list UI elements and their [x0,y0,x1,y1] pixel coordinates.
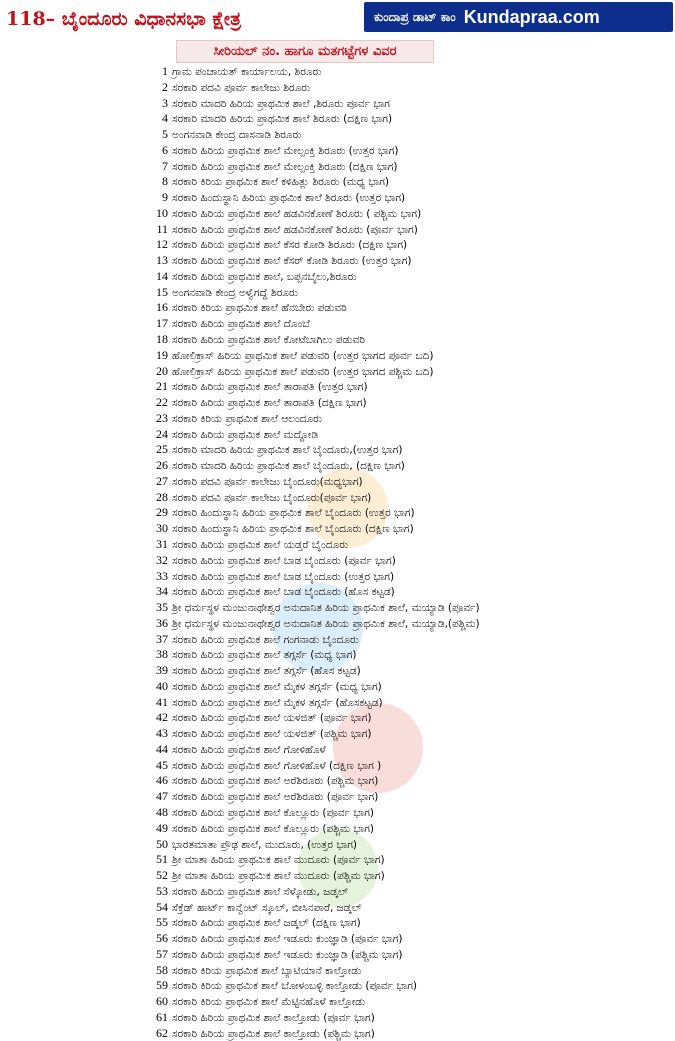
serial-number: 58 [156,962,168,977]
serial-number: 8 [162,174,168,189]
serial-number: 11 [156,221,168,236]
polling-station-name: ಸರಕಾರಿ ಕಿರಿಯ ಪ್ರಾಥಮಿಕ ಶಾಲೆ ಬೋಳಂಬಳ್ಳಿ ಕಾಲ್ತೋಡು (ಪೂರ್ವ ಭಾಗ) [172,980,417,993]
serial-number: 5 [162,127,168,142]
serial-number: 34 [156,584,168,599]
serial-number: 54 [156,899,168,914]
header [0,0,675,36]
list-item [148,427,668,443]
polling-station-list [148,64,668,1041]
polling-station-name: ಸರಕಾರಿ ಹಿರಿಯ ಪ್ರಾಥಮಿಕ ಶಾಲೆ ಇಡೂರು ಕುಂಜ್ಞಾಡಿ (ಪೂರ್ವ ಭಾಗ) [172,933,403,946]
polling-station-name: ಸರಕಾರಿ ಹಿರಿಯ ಪ್ರಾಥಮಿಕ ಶಾಲೆ ಸೆಳ್ಕೋಡು, ಜಡ್ಕಲ್ [172,885,349,898]
serial-number: 47 [156,789,168,804]
polling-station-name: ಸರಕಾರಿ ಹಿರಿಯ ಪ್ರಾಥಮಿಕ ಶಾಲೆ ಬಾಡ ಬೈಂದೂರು (ಉತ್ತರ ಭಾಗ) [172,570,395,583]
serial-number: 7 [162,158,168,173]
polling-station-name: ಸರಕಾರಿ ಕಿರಿಯ ಪ್ರಾಥಮಿಕ ಶಾಲೆ ಆಲಂದೂರು [172,412,323,425]
serial-number: 6 [162,142,168,157]
list-item [148,805,668,821]
list-item [148,159,668,175]
polling-station-name: ಸರಕಾರಿ ಹಿರಿಯ ಪ್ರಾಥಮಿಕ ಶಾಲೆ ಮೇಲ್ಪಂಕ್ತಿ ಶಿರೂರು (ಉತ್ತರ ಭಾಗ) [172,144,399,157]
list-item [148,364,668,380]
serial-number: 60 [156,994,168,1009]
serial-number: 59 [156,978,168,993]
list-item [148,253,668,269]
list-item [148,837,668,853]
list-item [148,96,668,112]
list-item [148,80,668,96]
polling-station-name: ಸರಕಾರಿ ಹಿರಿಯ ಪ್ರಾಥಮಿಕ ಶಾಲೆ ಗಂಗನಾಡು ಬೈಂದೂರು [172,633,359,646]
list-item [148,143,668,159]
list-item [148,64,668,80]
list-item [148,521,668,537]
serial-number: 17 [156,316,168,331]
polling-station-name: ಸರಕಾರಿ ಮಾದರಿ ಹಿರಿಯ ಪ್ರಾಥಮಿಕ ಶಾಲೆ ಶಿರೂರು (ದಕ್ಷಿಣ ಭಾಗ) [172,113,393,126]
list-item [148,900,668,916]
polling-station-name: ಸರಕಾರಿ ಹಿರಿಯ ಪ್ರಾಥಮಿಕ ಶಾಲೆ ತಗ್ಗರ್ಸೆ (ಮಧ್ಯ ಭಾಗ) [172,649,357,662]
polling-station-name: ಅಂಗನವಾಡಿ ಕೇಂದ್ರ ಅಳ್ವೆಗದ್ದೆ ಶಿರೂರು [172,286,298,299]
list-item [148,237,668,253]
serial-number: 20 [156,363,168,378]
polling-station-name: ಹೋಲಿಕ್ರಾಸ್ ಹಿರಿಯ ಪ್ರಾಥಮಿಕ ಶಾಲೆ ಪಡುವರಿ (ಉತ್ತರ ಭಾಗದ ಪೂರ್ವ ಬದಿ) [172,349,434,362]
polling-station-name: ಸರಕಾರಿ ಹಿರಿಯ ಪ್ರಾಥಮಿಕ ಶಾಲೆ, ಬಪ್ಪನಬೈಲು,ಶಿರೂರು [172,270,357,283]
list-item [148,490,668,506]
list-item [148,947,668,963]
polling-station-name: ಸರಕಾರಿ ಮಾದರಿ ಹಿರಿಯ ಪ್ರಾಥಮಿಕ ಶಾಲೆ ಬೈಂದೂರು,(ಉತ್ತರ ಭಾಗ) [172,444,403,457]
brand-kannada-text: ಕುಂದಾಪ್ರ ಡಾಟ್ ಕಾಂ [374,9,456,24]
list-item [148,632,668,648]
polling-station-name: ಸರಕಾರಿ ಹಿರಿಯ ಪ್ರಾಥಮಿಕ ಶಾಲೆ ಜಡ್ಕಲ್ (ದಕ್ಷಿಣ ಭಾಗ) [172,917,361,930]
list-item [148,963,668,979]
serial-number: 40 [156,678,168,693]
polling-station-name: ಸರಕಾರಿ ಹಿರಿಯ ಪ್ರಾಥಮಿಕ ಶಾಲೆ ಅರೆಶಿರೂರು (ಪಶ್ಚಿಮ ಭಾಗ) [172,775,379,788]
list-item [148,1010,668,1026]
serial-number: 49 [156,820,168,835]
list-item [148,190,668,206]
list-item [148,111,668,127]
serial-number: 33 [156,568,168,583]
list-item [148,773,668,789]
polling-station-name: ಸರಕಾರಿ ಹಿಂದುಸ್ಥಾನಿ ಹಿರಿಯ ಪ್ರಾಥಮಿಕ ಶಾಲೆ ಶಿರೂರು (ಉತ್ತರ ಭಾಗ) [172,192,406,205]
list-item [148,269,668,285]
polling-station-name: ಸರಕಾರಿ ಮಾದರಿ ಹಿರಿಯ ಪ್ರಾಥಮಿಕ ಶಾಲೆ ಬೈಂದೂರು, (ದಕ್ಷಿಣ ಭಾಗ) [172,460,405,473]
serial-number: 15 [156,284,168,299]
serial-number: 52 [156,868,168,883]
list-item [148,316,668,332]
list-item [148,931,668,947]
serial-number: 24 [156,426,168,441]
polling-station-name: ಸರಕಾರಿ ಕಿರಿಯ ಪ್ರಾಥಮಿಕ ಶಾಲೆ ಮೆಟ್ಟಿನಹೊಳೆ ಕಾಲ್ತೋಡು [172,996,366,1009]
list-item [148,647,668,663]
list-item [148,978,668,994]
serial-number: 26 [156,458,168,473]
polling-station-name: ಸರಕಾರಿ ಹಿರಿಯ ಪ್ರಾಥಮಿಕ ಶಾಲೆ ಕೊಲ್ಲೂರು (ಪಶ್ಚಿಮ ಭಾಗ) [172,822,375,835]
serial-number: 18 [156,332,168,347]
list-item [148,222,668,238]
list-item [148,1026,668,1041]
list-item [148,852,668,868]
list-item [148,868,668,884]
brand-english-text: Kundapraa.com [463,6,600,27]
list-item [148,616,668,632]
list-item [148,695,668,711]
serial-number: 44 [156,741,168,756]
serial-number: 53 [156,883,168,898]
serial-number: 13 [156,253,168,268]
serial-number: 4 [162,111,168,126]
list-item [148,332,668,348]
polling-station-name: ಸರಕಾರಿ ಹಿರಿಯ ಪ್ರಾಥಮಿಕ ಶಾಲೆ ಯಳಜಿತ್ (ಪಶ್ಚಿಮ ಭಾಗ) [172,728,372,741]
serial-number: 21 [156,379,168,394]
serial-number: 51 [156,852,168,867]
list-item [148,300,668,316]
serial-number: 48 [156,804,168,819]
serial-number: 57 [156,946,168,961]
polling-station-name: ಸರಕಾರಿ ಹಿರಿಯ ಪ್ರಾಥಮಿಕ ಶಾಲೆ ಕಾಲ್ತೋಡು (ಪಶ್ಚಿಮ ಭಾಗ) [172,1027,375,1040]
polling-station-name: ಸರಕಾರಿ ಹಿರಿಯ ಪ್ರಾಥಮಿಕ ಶಾಲೆ ತಾರಾಪತಿ (ಉತ್ತರ ಭಾಗ) [172,381,368,394]
polling-station-name: ಸರಕಾರಿ ಹಿಂದುಸ್ಥಾನಿ ಹಿರಿಯ ಪ್ರಾಥಮಿಕ ಶಾಲೆ ಬೈಂದೂರು (ದಕ್ಷಿಣ ಭಾಗ) [172,523,414,536]
serial-number: 31 [156,536,168,551]
polling-station-name: ಸರಕಾರಿ ಹಿಂದುಸ್ಥಾನಿ ಹಿರಿಯ ಪ್ರಾಥಮಿಕ ಶಾಲೆ ಬೈಂದೂರು (ಉತ್ತರ ಭಾಗ) [172,507,415,520]
serial-number: 39 [156,663,168,678]
list-item [148,710,668,726]
serial-number: 38 [156,647,168,662]
polling-station-name: ಅಂಗನವಾಡಿ ಕೇಂದ್ರ ದಾಸನಾಡಿ ಶಿರೂರು [172,129,302,142]
list-item [148,821,668,837]
serial-number: 56 [156,931,168,946]
polling-station-name: ಸರಕಾರಿ ಕಿರಿಯ ಪ್ರಾಥಮಿಕ ಶಾಲೆ ಕಳಿಹಿತ್ಲು ಶಿರೂರು (ಮಧ್ಯ ಭಾಗ) [172,176,389,189]
serial-number: 62 [156,1025,168,1040]
serial-number: 3 [162,95,168,110]
serial-number: 22 [156,395,168,410]
list-item [148,742,668,758]
polling-station-name: ಸರಕಾರಿ ಪದವಿ ಪೂರ್ವ ಕಾಲೇಜು ಶಿರೂರು [172,81,311,94]
polling-station-name: ಸರಕಾರಿ ಹಿರಿಯ ಪ್ರಾಥಮಿಕ ಶಾಲೆ ತಾರಾಪತಿ (ದಕ್ಷಿಣ ಭಾಗ) [172,397,367,410]
polling-station-name: ಗ್ರಾಮ ಪಂಚಾಯತ್ ಕಾರ್ಯಾಲಯ, ಶಿರೂರು [172,66,322,78]
polling-station-name: ಶ್ರೀ ಮಾತಾ ಹಿರಿಯ ಪ್ರಾಥಮಿಕ ಶಾಲೆ ಮುದೂರು (ಪೂರ್ವ ಭಾಗ) [172,854,385,867]
serial-number: 1 [162,64,168,78]
polling-station-name: ಸರಕಾರಿ ಹಿರಿಯ ಪ್ರಾಥಮಿಕ ಶಾಲೆ ದೊಂಬೆ [172,318,310,331]
polling-station-name: ಭಾರತಮಾತಾ ಪ್ರೌಢ ಶಾಲೆ, ಮುದೂರು, (ಉತ್ತರ ಭಾಗ) [172,838,357,851]
serial-number: 42 [156,710,168,725]
serial-number: 9 [162,190,168,205]
polling-station-name: ಸರಕಾರಿ ಹಿರಿಯ ಪ್ರಾಥಮಿಕ ಶಾಲೆ ಮದ್ದೋಡಿ [172,428,319,441]
polling-station-name: ಸರಕಾರಿ ಹಿರಿಯ ಪ್ರಾಥಮಿಕ ಶಾಲೆ ಅರೆಶಿರೂರು (ಪೂರ್ವ ಭಾಗ) [172,791,379,804]
polling-station-name: ಶ್ರೀ ಧರ್ಮಸ್ಥಳ ಮಂಜುನಾಥೇಶ್ವರ ಅನುದಾನಿತ ಹಿರಿಯ ಪ್ರಾಥಮಿಕ ಶಾಲೆ, ಮಯ್ಯಾಡಿ (ಪೂರ್ವ) [172,602,480,615]
list-item [148,411,668,427]
list-item [148,726,668,742]
polling-station-name: ಸರಕಾರಿ ಹಿರಿಯ ಪ್ರಾಥಮಿಕ ಶಾಲೆ ಕೊಲ್ಲೂರು (ಪೂರ್ವ ಭಾಗ) [172,806,374,819]
polling-station-name: ಸರಕಾರಿ ಕಿರಿಯ ಪ್ರಾಥಮಿಕ ಶಾಲೆ ಬ್ಯಾಟಿಯಾನೆ ಕಾಲ್ತೋಡು [172,964,362,977]
serial-number: 23 [156,410,168,425]
serial-number: 45 [156,757,168,772]
polling-station-name: ಸರಕಾರಿ ಹಿರಿಯ ಪ್ರಾಥಮಿಕ ಶಾಲೆ ಯಳಜಿತ್ (ಪೂರ್ವ ಭಾಗ) [172,712,372,725]
polling-station-name: ಸರಕಾರಿ ಹಿರಿಯ ಪ್ರಾಥಮಿಕ ಶಾಲೆ ಕಾಲ್ತೋಡು (ಪೂರ್ವ ಭಾಗ) [172,1011,375,1024]
page-title: 118– ಬೈಂದೂರು ವಿಧಾನಸಭಾ ಕ್ಷೇತ್ರ [6,8,242,30]
list-item [148,994,668,1010]
polling-station-name: ಸರಕಾರಿ ಹಿರಿಯ ಪ್ರಾಥಮಿಕ ಶಾಲೆ ಕೆಸರ್ ಕೋಡಿ ಶಿರೂರು (ಉತ್ತರ ಭಾಗ) [172,255,412,268]
polling-station-name: ಶ್ರೀ ಧರ್ಮಸ್ಥಳ ಮಂಜುನಾಥೇಶ್ವರ ಅನುದಾನಿತ ಹಿರಿಯ ಪ್ರಾಥಮಿಕ ಶಾಲೆ, ಮಯ್ಯಾಡಿ,(ಪಶ್ಚಿಮ) [172,617,480,630]
serial-number: 41 [156,694,168,709]
list-item [148,474,668,490]
polling-station-name: ಸರಕಾರಿ ಹಿರಿಯ ಪ್ರಾಥಮಿಕ ಶಾಲೆ ಹಡವಿನಕೋಣೆ ಶಿರೂರು ( ಪಶ್ಚಿಮ ಭಾಗ) [172,207,422,220]
serial-number: 16 [156,300,168,315]
polling-station-name: ಸರಕಾರಿ ಹಿರಿಯ ಪ್ರಾಥಮಿಕ ಶಾಲೆ ಹಡವಿನಕೋಣೆ ಶಿರೂರು (ಪೂರ್ವ ಭಾಗ) [172,223,418,236]
list-item [148,505,668,521]
serial-number: 10 [156,205,168,220]
polling-station-name: ಸರಕಾರಿ ಹಿರಿಯ ಪ್ರಾಥಮಿಕ ಶಾಲೆ ಕೋಟೆಬಾಗಿಲು ಪಡುವರಿ [172,334,365,347]
list-item [148,600,668,616]
serial-number: 50 [156,836,168,851]
list-item [148,348,668,364]
list-item [148,915,668,931]
polling-station-name: ಸರಕಾರಿ ಹಿರಿಯ ಪ್ರಾಥಮಿಕ ಶಾಲೆ ಮೈಕಳ ತಗ್ಗರ್ಸೆ (ಹೊಸಕಟ್ಟಡ) [172,696,383,709]
serial-number: 19 [156,347,168,362]
polling-station-name: ಸರಕಾರಿ ಹಿರಿಯ ಪ್ರಾಥಮಿಕ ಶಾಲೆ ಇಡೂರು ಕುಂಜ್ಞಾಡಿ (ಪಶ್ಚಿಮ ಭಾಗ) [172,948,403,961]
serial-number: 14 [156,268,168,283]
polling-station-name: ಸರಕಾರಿ ಹಿರಿಯ ಪ್ರಾಥಮಿಕ ಶಾಲೆ ಮೈಕಳ ತಗ್ಗರ್ಸೆ (ಮಧ್ಯ ಭಾಗ) [172,680,382,693]
list-item [148,442,668,458]
serial-number: 43 [156,726,168,741]
polling-station-name: ಸರಕಾರಿ ಪದವಿ ಪೂರ್ವ ಕಾಲೇಜು ಬೈಂದೂರು(ಮಧ್ಯಭಾಗ) [172,475,363,488]
list-item [148,395,668,411]
polling-station-name: ಸರಕಾರಿ ಹಿರಿಯ ಪ್ರಾಥಮಿಕ ಶಾಲೆ ಮೇಲ್ಪಂಕ್ತಿ ಶಿರೂರು (ದಕ್ಷಿಣ ಭಾಗ) [172,160,398,173]
list-item [148,569,668,585]
serial-number: 36 [156,615,168,630]
list-item [148,458,668,474]
serial-number: 46 [156,773,168,788]
list-item [148,789,668,805]
serial-number: 28 [156,489,168,504]
list-item [148,537,668,553]
list-item [148,127,668,143]
list-item [148,206,668,222]
serial-number: 12 [156,237,168,252]
serial-number: 32 [156,552,168,567]
serial-number: 35 [156,600,168,615]
section-subtitle: ಸೀರಿಯಲ್ ನಂ. ಹಾಗೂ ಮತಗಟ್ಟೆಗಳ ವಿವರ [176,40,434,63]
polling-station-name: ಸರಕಾರಿ ಹಿರಿಯ ಪ್ರಾಥಮಿಕ ಶಾಲೆ ಯಡ್ತರೆ ಬೈಂದೂರು [172,538,349,551]
serial-number: 37 [156,631,168,646]
polling-station-name: ಸರಕಾರಿ ಹಿರಿಯ ಪ್ರಾಥಮಿಕ ಶಾಲೆ ತಗ್ಗರ್ಸೆ (ಹೊಸ ಕಟ್ಟಡ) [172,665,361,678]
polling-station-name: ಶ್ರೀ ಮಾತಾ ಹಿರಿಯ ಪ್ರಾಥಮಿಕ ಶಾಲೆ ಮುದೂರು (ಪಶ್ಚಿಮ ಭಾಗ) [172,870,385,883]
polling-station-name: ಸರಕಾರಿ ಹಿರಿಯ ಪ್ರಾಥಮಿಕ ಶಾಲೆ ಕೆಸರ ಕೋಡಿ ಶಿರೂರು (ದಕ್ಷಿಣ ಭಾಗ) [172,239,408,252]
list-item [148,584,668,600]
serial-number: 55 [156,915,168,930]
list-item [148,679,668,695]
polling-station-name: ಸರಕಾರಿ ಹಿರಿಯ ಪ್ರಾಥಮಿಕ ಶಾಲೆ ಗೋಳಿಹೊಳೆ (ದಕ್ಷಿಣ ಭಾಗ ) [172,759,382,772]
polling-station-name: ಹೋಲಿಕ್ರಾಸ್ ಹಿರಿಯ ಪ್ರಾಥಮಿಕ ಶಾಲೆ ಪಡುವರಿ (ಉತ್ತರ ಭಾಗದ ಪಶ್ಚಿಮ ಬದಿ) [172,365,434,378]
list-item [148,663,668,679]
list-item [148,174,668,190]
serial-number: 61 [156,1009,168,1024]
list-item [148,285,668,301]
polling-station-name: ಸರಕಾರಿ ಹಿರಿಯ ಪ್ರಾಥಮಿಕ ಶಾಲೆ ಬಾಡ ಬೈಂದೂರು (ಪೂರ್ವ ಭಾಗ) [172,554,396,567]
polling-station-name: ಸರಕಾರಿ ಕಿರಿಯ ಪ್ರಾಥಮಿಕ ಶಾಲೆ ಹೆನಬೇರು ಪಡುವರಿ [172,302,347,315]
list-item [148,379,668,395]
polling-station-name: ಸರಕಾರಿ ಹಿರಿಯ ಪ್ರಾಥಮಿಕ ಶಾಲೆ ಗೋಳಿಹೊಳೆ [172,743,326,756]
serial-number: 27 [156,473,168,488]
polling-station-name: ಸರಕಾರಿ ಪದವಿ ಪೂರ್ವ ಕಾಲೇಜು ಬೈಂದೂರು(ಪೂರ್ವ ಭಾಗ) [172,491,372,504]
serial-number: 30 [156,521,168,536]
polling-station-name: ಸರಕಾರಿ ಮಾದರಿ ಹಿರಿಯ ಪ್ರಾಥಮಿಕ ಶಾಲೆ ,ಶಿರೂರು ಪೂರ್ವ ಭಾಗ [172,97,390,110]
polling-station-name: ಸರಕಾರಿ ಹಿರಿಯ ಪ್ರಾಥಮಿಕ ಶಾಲೆ ಬಾಡ ಬೈಂದೂರು (ಹೊಸ ಕಟ್ಟಡ) [172,586,395,599]
polling-station-name: ಸೆಕ್ರೆಡ್ ಹಾರ್ಟ್ ಕಾನ್ವೆಂಟ್ ಸ್ಕೂಲ್, ಬೀಸಿನಪಾರೆ, ಜಡ್ಕಲ್ [172,901,362,914]
serial-number: 2 [162,79,168,94]
serial-number: 25 [156,442,168,457]
list-item [148,553,668,569]
brand-banner [364,2,673,32]
list-item [148,884,668,900]
list-item [148,758,668,774]
serial-number: 29 [156,505,168,520]
